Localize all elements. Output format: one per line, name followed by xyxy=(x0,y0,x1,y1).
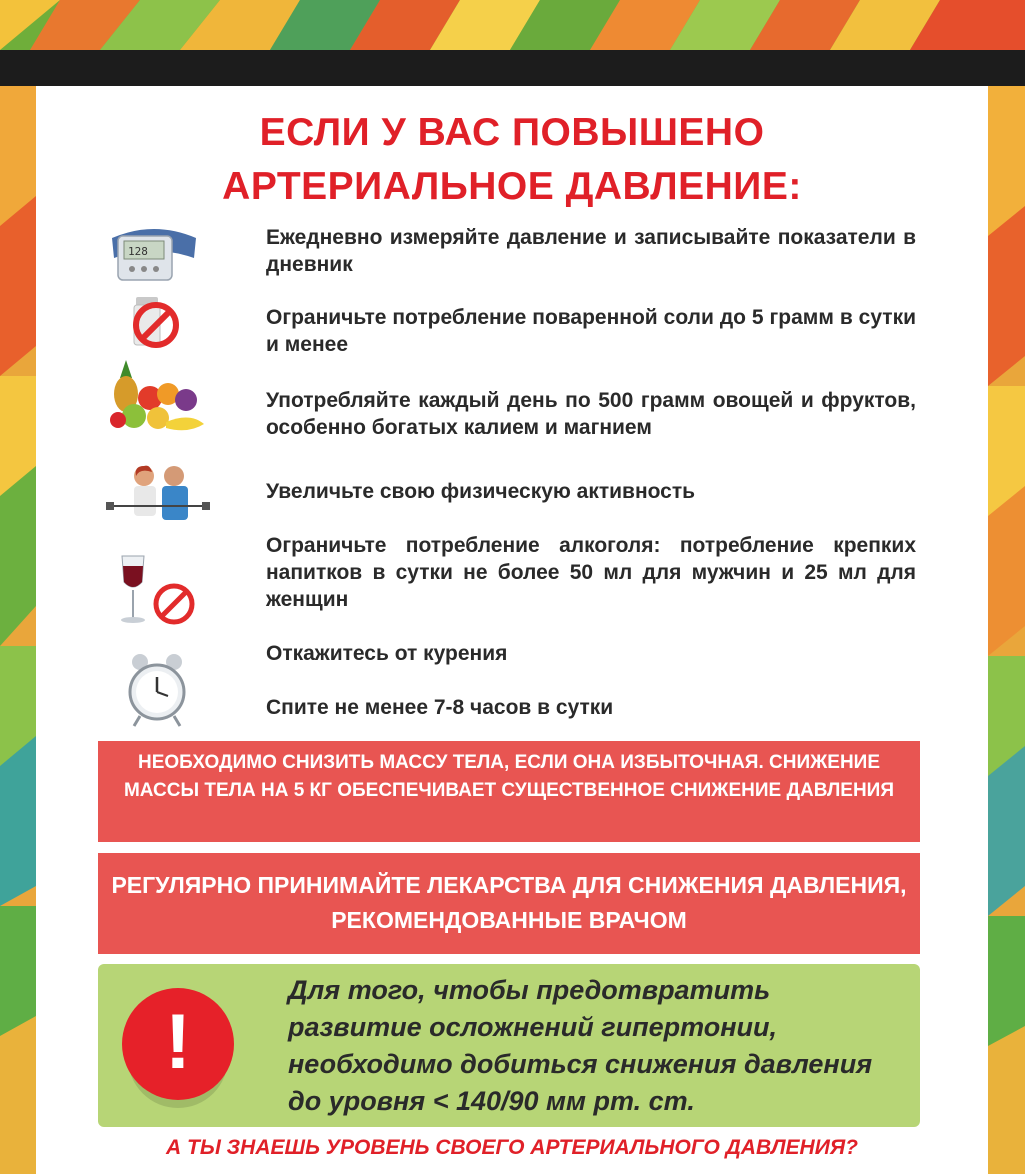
alarm-clock-icon xyxy=(104,652,214,728)
exclamation-icon xyxy=(122,988,234,1100)
closing-question: А ТЫ ЗНАЕШЬ УРОВЕНЬ СВОЕГО АРТЕРИАЛЬНОГО ДАВЛЕНИЯ? xyxy=(166,1136,858,1159)
tip-limit-salt: Ограничьте потребление поваренной соли до 5 грамм в сутки и менее xyxy=(266,306,916,356)
target-pressure-text: Для того, чтобы предотвратить развитие осложнений гипертонии, необходимо добиться снижения давления до уровня < 140/90 мм рт. ст. xyxy=(288,975,873,1116)
tip-physical-activity: Увеличьте свою физическую активность xyxy=(266,480,696,503)
exclamation-mark: ! xyxy=(165,997,191,1085)
weight-loss-banner: НЕОБХОДИМО СНИЗИТЬ МАССУ ТЕЛА, ЕСЛИ ОНА ИЗБЫТОЧНАЯ. СНИЖЕНИЕ МАССЫ ТЕЛА НА 5 КГ ОБЕСПЕЧИВАЕТ СУЩЕСТВЕННОЕ СНИЖЕНИЕ ДАВЛЕНИЯ xyxy=(98,741,920,842)
decorative-left-border xyxy=(0,86,36,1174)
blood-pressure-monitor-icon xyxy=(104,218,214,288)
poster xyxy=(36,86,988,1174)
dark-band xyxy=(0,50,1025,86)
no-salt-icon xyxy=(104,291,214,351)
tip-limit-alcohol: Ограничьте потребление алкоголя: потребление крепких напитков в сутки не более 50 мл для мужчин и 25 мл для женщин xyxy=(266,534,916,611)
medication-banner: РЕГУЛЯРНО ПРИНИМАЙТЕ ЛЕКАРСТВА ДЛЯ СНИЖЕНИЯ ДАВЛЕНИЯ, РЕКОМЕНДОВАННЫЕ ВРАЧОМ xyxy=(98,853,920,954)
tip-measure-pressure: Ежедневно измеряйте давление и записывайте показатели в дневник xyxy=(266,226,916,276)
tip-quit-smoking: Откажитесь от курения xyxy=(266,642,508,665)
title-line-2: АРТЕРИАЛЬНОЕ ДАВЛЕНИЕ: xyxy=(222,165,802,208)
title-line-1: ЕСЛИ У ВАС ПОВЫШЕНО xyxy=(259,111,765,154)
no-alcohol-icon xyxy=(104,552,214,628)
fruits-vegetables-icon xyxy=(104,356,214,438)
exercise-icon xyxy=(104,462,214,536)
target-pressure-note xyxy=(98,964,920,1127)
decorative-top-border xyxy=(0,0,1025,50)
tip-eat-vegetables: Употребляйте каждый день по 500 грамм овощей и фруктов, особенно богатых калием и магнием xyxy=(266,389,916,439)
tip-sleep: Спите не менее 7-8 часов в сутки xyxy=(266,696,614,719)
svg-text:128: 128 xyxy=(128,245,148,258)
decorative-right-border xyxy=(988,86,1025,1174)
poster-title xyxy=(36,106,988,214)
